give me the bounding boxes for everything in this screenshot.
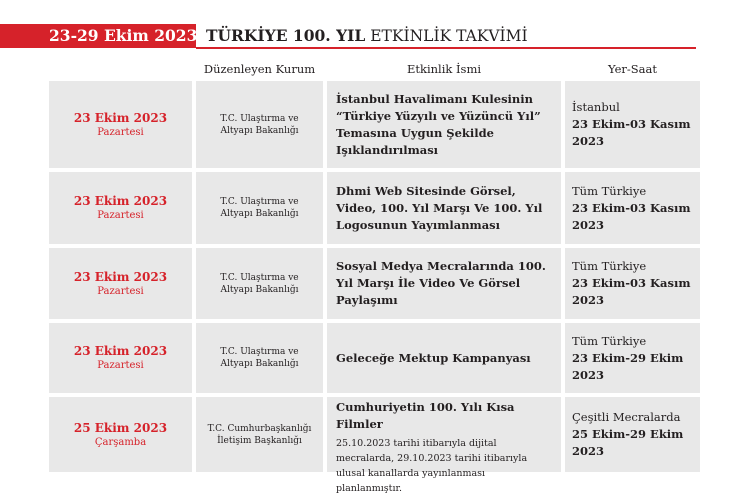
header-date-range: 23-29 Ekim 2023: [49, 26, 198, 45]
row-period: 23 Ekim-03 Kasım 2023: [572, 276, 691, 307]
row-event: Geleceğe Mektup Kampanyası: [336, 350, 531, 365]
row-weekday: Pazartesi: [97, 360, 144, 371]
row-period: 23 Ekim-29 Ekim 2023: [572, 350, 684, 382]
page-title-bold: TÜRKİYE 100. YIL: [206, 26, 366, 45]
row-event-cell: [327, 248, 561, 319]
row-date: 25 Ekim 2023: [73, 420, 168, 435]
row-place: Tüm Türkiye: [572, 333, 647, 348]
column-header-place-time: Yer-Saat: [608, 62, 657, 76]
row-place: Tüm Türkiye: [572, 259, 647, 273]
row-date: 23 Ekim 2023: [73, 344, 168, 358]
row-weekday: Çarşamba: [94, 436, 147, 448]
row-date: 23 Ekim 2023: [73, 269, 168, 284]
row-place-cell: [565, 81, 700, 168]
page-title-rest: ETKİNLİK TAKVİMİ: [370, 27, 528, 45]
row-event-cell: [327, 81, 561, 168]
row-weekday: Pazartesi: [97, 210, 144, 221]
row-event: Cumhuriyetin 100. Yılı Kısa Filmler: [336, 400, 515, 431]
row-weekday: Pazartesi: [97, 285, 144, 297]
row-event: İstanbul Havalimanı Kulesinin “Türkiye Yüzyılı ve Yüzüncü Yıl” Temasına Uygun Şekilde Işıklandırılması: [336, 91, 541, 157]
row-place-cell: [565, 323, 700, 393]
row-event-note: 25.10.2023 tarihi itibarıyla dijital mecralarda, 29.10.2023 tarihi itibarıyla ulusal kanallarda yayınlanması planlanmıştır.: [336, 438, 528, 494]
row-period: 23 Ekim-03 Kasım 2023: [572, 117, 691, 148]
column-header-event: Etkinlik İsmi: [406, 62, 482, 76]
row-date: 23 Ekim 2023: [73, 110, 168, 125]
row-place-cell: [565, 248, 700, 319]
row-organizer: T.C. Ulaştırma ve Altyapı Bakanlığı: [196, 172, 323, 244]
row-place: İstanbul: [572, 100, 620, 114]
row-place: Çeşitli Mecralarda: [572, 410, 681, 424]
row-event: Sosyal Medya Mecralarında 100. Yıl Marşı İle Video Ve Görsel Paylaşımı: [336, 259, 546, 307]
row-date-cell: [49, 323, 192, 393]
row-date: 23 Ekim 2023: [73, 194, 168, 208]
row-date-cell: [49, 81, 192, 168]
row-place-cell: [565, 172, 700, 244]
row-organizer: T.C. Cumhurbaşkanlığı İletişim Başkanlığı: [196, 397, 323, 472]
row-event-cell: [327, 172, 561, 244]
row-period: 23 Ekim-03 Kasım 2023: [572, 200, 691, 232]
column-header-organizer: Düzenleyen Kurum: [203, 62, 316, 76]
row-date-cell: [49, 397, 192, 472]
row-date-cell: [49, 248, 192, 319]
row-organizer: T.C. Ulaştırma ve Altyapı Bakanlığı: [196, 323, 323, 393]
row-weekday: Pazartesi: [97, 126, 144, 138]
row-place: Tüm Türkiye: [572, 183, 647, 198]
page-title: [206, 26, 528, 46]
row-date-cell: [49, 172, 192, 244]
row-period: 25 Ekim-29 Ekim 2023: [572, 427, 684, 458]
row-place-cell: [565, 397, 700, 472]
row-event-cell: [327, 397, 561, 494]
row-organizer: T.C. Ulaştırma ve Altyapı Bakanlığı: [196, 81, 323, 168]
header-rule: [196, 47, 696, 49]
row-event-cell: [327, 323, 561, 393]
row-event: Dhmi Web Sitesinde Görsel, Video, 100. Yıl Marşı Ve 100. Yıl Logosunun Yayımlanması: [336, 183, 543, 232]
row-organizer: T.C. Ulaştırma ve Altyapı Bakanlığı: [196, 248, 323, 319]
